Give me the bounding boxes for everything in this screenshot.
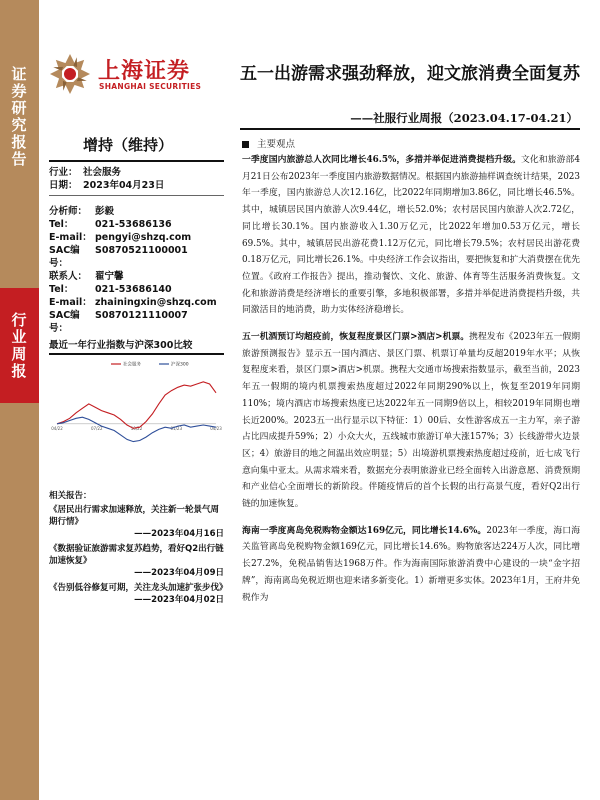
analyst-tel-label: Tel： (49, 219, 74, 230)
paragraph-text: 2023年一季度，海口海关监管离岛免税购物金额169亿元，同比增长14.6%。购物旅客达224万人次，同比增长27.2%，免税品销售达1968万件。作为海南国际旅游消费中心建设的一块“金字招牌”，海南离岛免税近期也迎来诸多新变化。1）新增更多实体。2023年1月，王府井免税作为 (242, 525, 580, 603)
sidebar (0, 0, 39, 800)
related-report-title[interactable]: 《数据验证旅游需求复苏趋势，看好Q2出行链加速恢复》 (49, 544, 224, 566)
meta-panel (49, 128, 224, 335)
sidebar-bottom-band (0, 403, 39, 800)
chart-title: 最近一年行业指数与沪深300比较 (49, 340, 193, 351)
analyst-sac: S0870521100001 (95, 245, 188, 256)
date-value: 2023年04月23日 (83, 180, 165, 191)
rating: 增持（维持） (83, 136, 174, 154)
contact-tel-label: Tel： (49, 284, 74, 295)
contact-sac: S0870121110007 (95, 310, 188, 321)
related-report-date: ——2023年04月16日 (134, 529, 224, 539)
logo-name-en: SHANGHAI SECURITIES (99, 82, 202, 91)
x-tick-label: 10/22 (130, 425, 143, 431)
x-tick-label: 04/22 (51, 425, 63, 431)
paragraph-lead: 五一机酒预订均超疫前，恢复程度景区门票>酒店>机票。 (242, 332, 470, 343)
logo-name-cn: 上海证券 (98, 59, 191, 84)
x-tick-label: 07/22 (90, 425, 103, 431)
related-reports (49, 490, 228, 609)
sidebar-middle-label: 行业周报 (11, 311, 27, 380)
analyst-label: 分析师： (49, 206, 88, 217)
paragraph-text: 文化和旅游部4月21日公布2023年一季度国内旅游数据情况。根据国内旅游抽样调查统计结果，2023年一季度，国内旅游总人次12.16亿，比2022年同期增加3.86亿，同比增长46.5%。其中，城镇居民国内旅游人次9.44亿，增长52.0%；农村居民国内旅游人次2.72亿，同比增长30.1%。国内旅游收入1.30万亿元，比2022年增加0.53万亿元，增长69.5%。其中，城镇居民出游花费1.12万亿元，同比增长79.5%；农村居民出游花费0.18万亿元，同比增长26.1%。中央经济工作会议指出，要把恢复和扩大消费摆在优先位置。《政府工作报告》提出，推动餐饮、文化、旅游、体育等生活服务消费恢复。文化和旅游消费是经济增长的重要引擎，多地积极部署，多措并举促进消费提档升级，共同激活目的地消费，助力实体经济稳增长。 (242, 155, 580, 316)
body-paragraph (242, 523, 580, 607)
paragraph-text: 携程发布《2023年五一假期旅游预测报告》显示五一国内酒店、景区门票、机票订单量均反超2019年水平；从恢复程度来看，景区门票>酒店>机票。携程大交通市场搜索指数显示，截至当前，2023年五一假期的境内机票搜索热度超过2022年同期290%以上，恢复至2019年同期110%；境内酒店市场搜索热度已达2022年五一同期9倍以上，相较2019年同期也增长近200%。2023五一出行显示以下特征：1）00后、女性游客成五一主力军，亲子游占比四成提升59%；2）小众大火，五线城市旅游订单大涨157%；3）长线游带火边景区；4）旅游目的地之间温出效应明显；5）出境游机票搜索热度超过疫前，近七成飞行意向集中亚太。从需求端来看，数据充分表明旅游业已经全面转入出游意愿、消费预期和产业信心全面增长的新阶段。伴随疫情后的首个长假的出行高景气度，看好Q2出行链的加速恢复。 (242, 332, 581, 510)
analyst-name: 彭毅 (95, 206, 115, 217)
legend-label: 社会服务 (123, 362, 141, 368)
contact-tel: 021-53686140 (95, 284, 172, 295)
related-report-title[interactable]: 《告别低谷修复可期，关注龙头加速扩张步伐》 (49, 583, 228, 593)
body-paragraph (242, 152, 580, 319)
related-report-date: ——2023年04月09日 (134, 568, 224, 578)
bullet-square-icon (242, 141, 249, 148)
chart-title-divider (49, 353, 224, 355)
x-tick-label: 01/23 (170, 425, 183, 431)
company-logo (48, 52, 218, 96)
date-label: 日期： (49, 180, 78, 191)
contact-email-label: E-mail： (49, 297, 92, 308)
analyst-sac-label: SAC编号： (49, 245, 80, 269)
contact-email[interactable]: zhainingxin@shzq.com (95, 297, 217, 308)
sidebar-top-label: 证券研究报告 (11, 65, 27, 168)
main-points-label: 主要观点 (257, 139, 296, 150)
contact-name: 翟宁馨 (95, 271, 124, 282)
related-reports-heading: 相关报告： (49, 491, 92, 501)
report-subtitle: ——社服行业周报（2023.04.17-04.21） (350, 111, 578, 125)
report-title: 五一出游需求强劲释放，迎文旅消费全面复苏 (240, 64, 580, 84)
report-body (242, 152, 580, 616)
paragraph-lead: 海南一季度离岛免税购物金额达169亿元，同比增长14.6%。 (242, 525, 487, 536)
industry-value: 社会服务 (83, 167, 122, 178)
index-comparison-chart (49, 358, 224, 458)
main-points-heading (242, 136, 295, 150)
analyst-email-label: E-mail： (49, 232, 92, 243)
meta-divider (49, 195, 224, 196)
industry-label: 行业： (49, 167, 78, 178)
rating-divider (49, 160, 224, 162)
logo-mark-icon (48, 52, 92, 96)
body-paragraph (242, 329, 580, 513)
title-divider (240, 128, 580, 130)
contact-sac-label: SAC编号： (49, 310, 80, 334)
analyst-email[interactable]: pengyi@shzq.com (95, 232, 192, 243)
related-report-title[interactable]: 《居民出行需求加速释放，关注新一轮景气周期行情》 (49, 505, 220, 527)
analyst-tel: 021-53686136 (95, 219, 172, 230)
contact-label: 联系人： (49, 271, 88, 282)
x-tick-label: 04/23 (210, 425, 222, 431)
paragraph-lead: 一季度国内旅游总人次同比增长46.5%，多措并举促进消费提档升级。 (242, 155, 521, 165)
related-report-date: ——2023年04月02日 (134, 595, 224, 605)
legend-label: 沪深300 (171, 362, 189, 368)
series-line (57, 382, 216, 429)
